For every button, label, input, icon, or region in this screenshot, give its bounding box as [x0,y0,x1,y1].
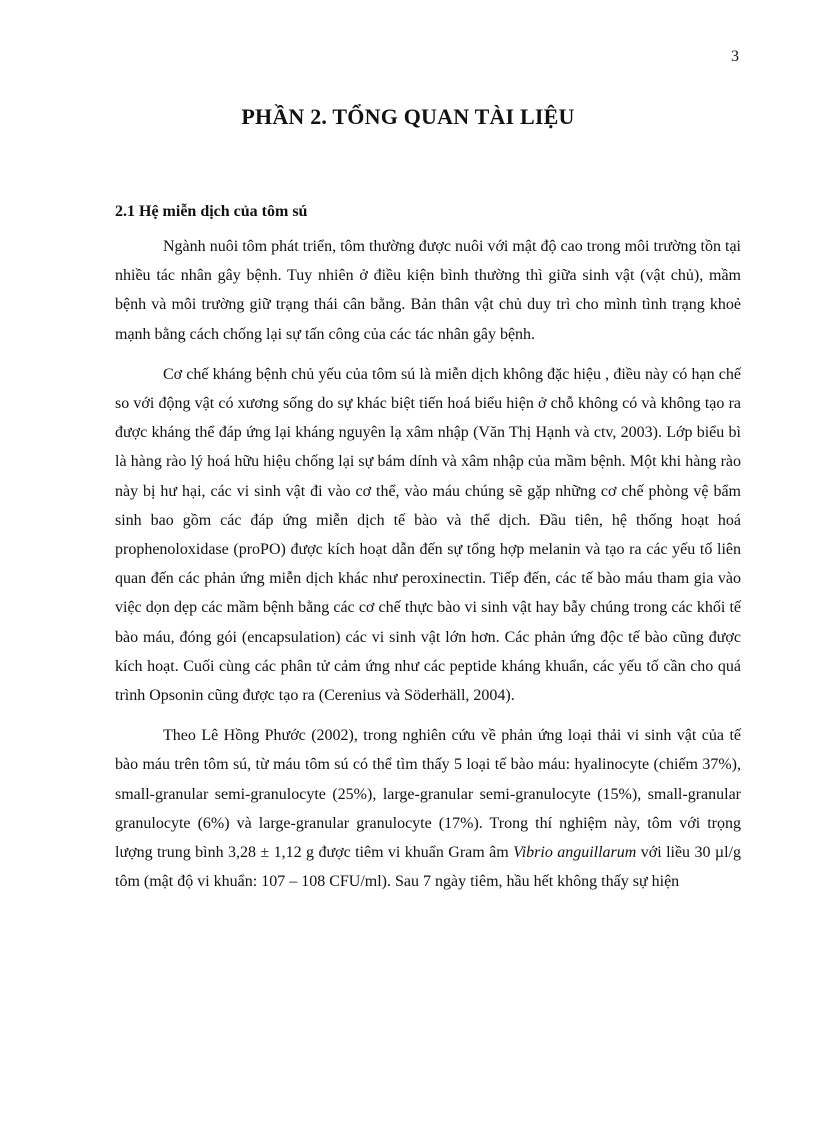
paragraph: Cơ chế kháng bệnh chủ yếu của tôm sú là miễn dịch không đặc hiệu , điều này có hạn chế so với động vật có xương sống do sự khác biệt tiến hoá biểu hiện ở chỗ không có và không tạo ra được kháng thể đáp ứng lại kháng nguyên lạ xâm nhập (Văn Thị Hạnh và ctv, 2003). Lớp biểu bì là hàng rào lý hoá hữu hiệu chống lại sự bám dính và xâm nhập của mầm bệnh. Một khi hàng rào này bị hư hại, các vi sinh vật đi vào cơ thể, vào máu chúng sẽ gặp những cơ chế phòng vệ bẩm sinh bao gồm các đáp ứng miễn dịch tế bào và thể dịch. Đầu tiên, hệ thống hoạt hoá prophenoloxidase (proPO) được kích hoạt dẫn đến sự tổng hợp melanin và tạo ra các yếu tố liên quan đến các phản ứng miễn dịch khác như peroxinectin. Tiếp đến, các tế bào máu tham gia vào việc dọn dẹp các mầm bệnh bằng các cơ chế thực bào vi sinh vật hay bẫy chúng trong các khối tế bào máu, đóng gói (encapsulation) các vi sinh vật lớn hơn. Các phản ứng độc tế bào cũng được kích hoạt. Cuối cùng các phân tử cảm ứng như các peptide kháng khuẩn, các yếu tố cần cho quá trình Opsonin cũng được tạo ra (Cerenius và Söderhäll, 2004). [115,365,741,705]
body-text [115,232,741,907]
paragraph-text: Theo Lê Hồng Phước (2002), trong nghiên cứu về phản ứng loại thải vi sinh vật của tế bào máu trên tôm sú, từ máu tôm sú có thể tìm thấy 5 loại tế bào máu: hyalinocyte (chiếm 37%), small-granular semi-granulocyte (25%), large-granular semi-granulocyte (15%), small-granular granulocyte (6%) và large-granular granulocyte (17%). Trong thí nghiệm này, tôm với trọng lượng trung bình 3,28 ± 1,12 g được tiêm vi khuẩn Gram âm [115,727,741,862]
paragraph-text: với liều 30 µl/g tôm (mật độ vi khuẩn: 107 – 108 CFU/ml). Sau 7 ngày tiêm, hầu hết không thấy sự hiện [115,844,741,891]
chapter-title: PHẦN 2. TỔNG QUAN TÀI LIỆU [241,104,575,129]
section-heading: 2.1 Hệ miễn dịch của tôm sú [115,203,308,220]
page-number: 3 [731,48,739,65]
species-name: Vibrio anguillarum [513,844,637,862]
paragraph: Ngành nuôi tôm phát triển, tôm thường được nuôi với mật độ cao trong môi trường tồn tại nhiều tác nhân gây bệnh. Tuy nhiên ở điều kiện bình thường thì giữa sinh vật (vật chủ), mầm bệnh và môi trường giữ trạng thái cân bằng. Bản thân vật chủ duy trì cho mình tình trạng khoẻ mạnh bằng cách chống lại sự tấn công của các tác nhân gây bệnh. [115,238,741,343]
paragraph [115,721,741,896]
